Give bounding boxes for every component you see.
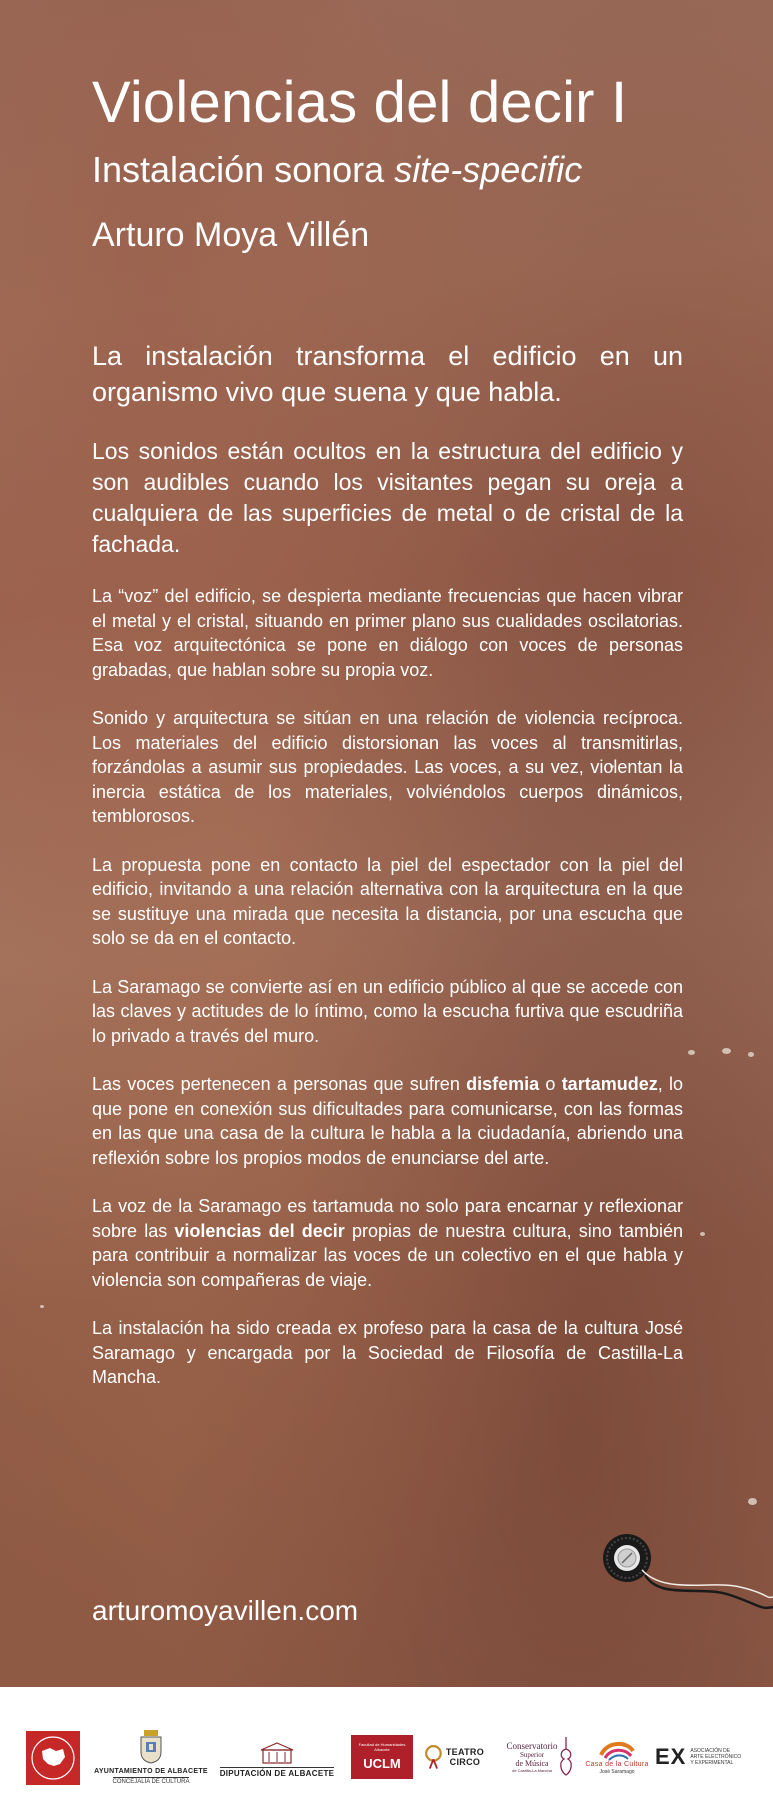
uclm-label: UCLM bbox=[363, 1756, 401, 1771]
paragraph-tartamuda bbox=[92, 1194, 683, 1292]
paragraph-saramago: La Saramago se convierte así en un edificio público al que se accede con las claves y actitudes de lo íntimo, como la escucha furtiva que escudriña lo privado a través del muro. bbox=[92, 976, 683, 1046]
circo-word: CIRCO bbox=[449, 1757, 481, 1767]
text-span: , lo que pone en conexión sus dificultades para comunicarse, con las formas en las que una casa de la cultura le habla a la ciudadanía, abriendo una reflexión sobre los propios modos de enunciarse del arte. bbox=[92, 1074, 683, 1168]
ayuntamiento-name: AYUNTAMIENTO DE ALBACETE bbox=[94, 1768, 208, 1775]
ex-mark: EX bbox=[655, 1744, 687, 1769]
conservatorio-text bbox=[507, 1741, 558, 1773]
casa-cultura-swoosh-icon bbox=[597, 1739, 637, 1761]
text-span: Las voces pertenecen a personas que sufren bbox=[92, 1074, 467, 1094]
subtitle-main: Instalación sonora bbox=[92, 149, 395, 190]
paint-speck bbox=[722, 1048, 731, 1054]
logo-teatro-circo bbox=[424, 1735, 484, 1779]
coat-of-arms-icon bbox=[138, 1730, 164, 1764]
conservatorio-line3: de Música bbox=[515, 1759, 549, 1768]
paragraph-violencia: Sonido y arquitectura se sitúan en una relación de violencia recíproca. Los materiales del edificio distorsionan las voces al transmitirlas, forzándolas a asumir sus propiedades. Las voces, a su vez, violentan la inercia estática de los materiales, volviéndolos cuerpos dinámicos, temblorosos. bbox=[92, 708, 683, 826]
logo-conservatorio bbox=[500, 1731, 580, 1783]
diputacion-building-icon bbox=[257, 1742, 297, 1764]
intro-paragraph: Los sonidos están ocultos en la estructura del edificio y son audibles cuando los visitantes pegan su oreja a cualquiera de las superficies de metal o de cristal de la fachada. bbox=[92, 438, 683, 557]
uclm-faculty: Facultad de Humanidades Albacete bbox=[358, 1742, 406, 1752]
author-name: Arturo Moya Villén bbox=[92, 216, 370, 254]
paint-speck bbox=[688, 1050, 695, 1055]
teatro-text bbox=[446, 1747, 484, 1767]
logo-casa-cultura bbox=[585, 1733, 649, 1781]
conservatorio-line4: de Castilla-La Mancha bbox=[512, 1768, 552, 1773]
paragraph-encargo: La instalación ha sido creada ex profeso para la casa de la cultura José Saramago y encargada por la Sociedad de Filosofía de Castilla-La Mancha. bbox=[92, 1318, 683, 1387]
subtitle bbox=[92, 148, 582, 192]
casa-cultura-name: Casa de la Cultura bbox=[585, 1760, 649, 1768]
ex-line2: ARTE ELECTRÓNICO bbox=[690, 1754, 742, 1760]
logo-uclm bbox=[351, 1735, 413, 1779]
ex-line3: Y EXPERIMENTAL bbox=[690, 1760, 734, 1766]
bold-disfemia: disfemia bbox=[466, 1074, 540, 1094]
paint-speck bbox=[748, 1052, 754, 1057]
diputacion-name: DIPUTACIÓN DE ALBACETE bbox=[219, 1769, 335, 1778]
violin-icon bbox=[558, 1735, 574, 1779]
sponsor-logos-bar bbox=[0, 1687, 773, 1800]
ex-line1: ASOCIACIÓN DE bbox=[690, 1748, 731, 1754]
text-span: La voz de la Saramago es tartamuda no solo para encarnar y reflexionar sobre las bbox=[92, 1196, 683, 1241]
logo-diputacion bbox=[218, 1735, 336, 1785]
lead-paragraph: La instalación transforma el edificio en un organismo vivo que suena y que habla. bbox=[92, 341, 683, 407]
sociedad-seal-icon bbox=[26, 1731, 80, 1785]
paint-speck bbox=[40, 1305, 44, 1308]
ex-text bbox=[690, 1748, 741, 1766]
body-text bbox=[92, 584, 683, 1414]
subtitle-italic: site-specific bbox=[394, 149, 583, 190]
text-span: o bbox=[539, 1074, 562, 1094]
conservatorio-line2: Superior bbox=[519, 1751, 545, 1759]
teatro-emblem-icon bbox=[424, 1740, 443, 1774]
logo-ayuntamiento bbox=[96, 1727, 206, 1789]
paragraph-voces bbox=[92, 1072, 683, 1170]
paragraph-contacto: La propuesta pone en contacto la piel del espectador con la piel del edificio, invitando a una relación alternativa con la arquitectura en la que se sustituye una mirada que necesita la distancia, por una escucha que solo se da en el contacto. bbox=[92, 854, 683, 948]
paragraph-voz: La “voz” del edificio, se despierta mediante frecuencias que hacen vibrar el metal y el cristal, situando en primer plano sus cualidades oscilatorias. Esa voz arquitectónica se pone en diálogo con voces de personas grabadas, que hablan sobre su propia voz. bbox=[92, 586, 683, 680]
logo-sociedad-filosofia bbox=[26, 1731, 80, 1785]
website-link[interactable]: arturomoyavillen.com bbox=[92, 1595, 359, 1626]
ayuntamiento-sub: CONCEJALÍA DE CULTURA bbox=[112, 1779, 190, 1785]
paint-speck bbox=[748, 1498, 757, 1505]
speaker-cable-icon bbox=[640, 1555, 773, 1615]
conservatorio-line1: Conservatorio bbox=[506, 1741, 558, 1751]
text-span: propias de nuestra cultura, sino también para contribuir a normalizar las voces de un colectivo en el que habla y violencia son compañeras de viaje. bbox=[92, 1220, 684, 1290]
page-title: Violencias del decir I bbox=[92, 70, 628, 135]
casa-cultura-sub: José Saramago bbox=[599, 1768, 635, 1775]
paint-speck bbox=[700, 1232, 705, 1236]
teatro-word: TEATRO bbox=[445, 1747, 484, 1757]
logo-ex-asociacion bbox=[655, 1737, 763, 1777]
bold-violencias: violencias del decir bbox=[174, 1220, 345, 1241]
bold-tartamudez: tartamudez bbox=[561, 1074, 658, 1094]
